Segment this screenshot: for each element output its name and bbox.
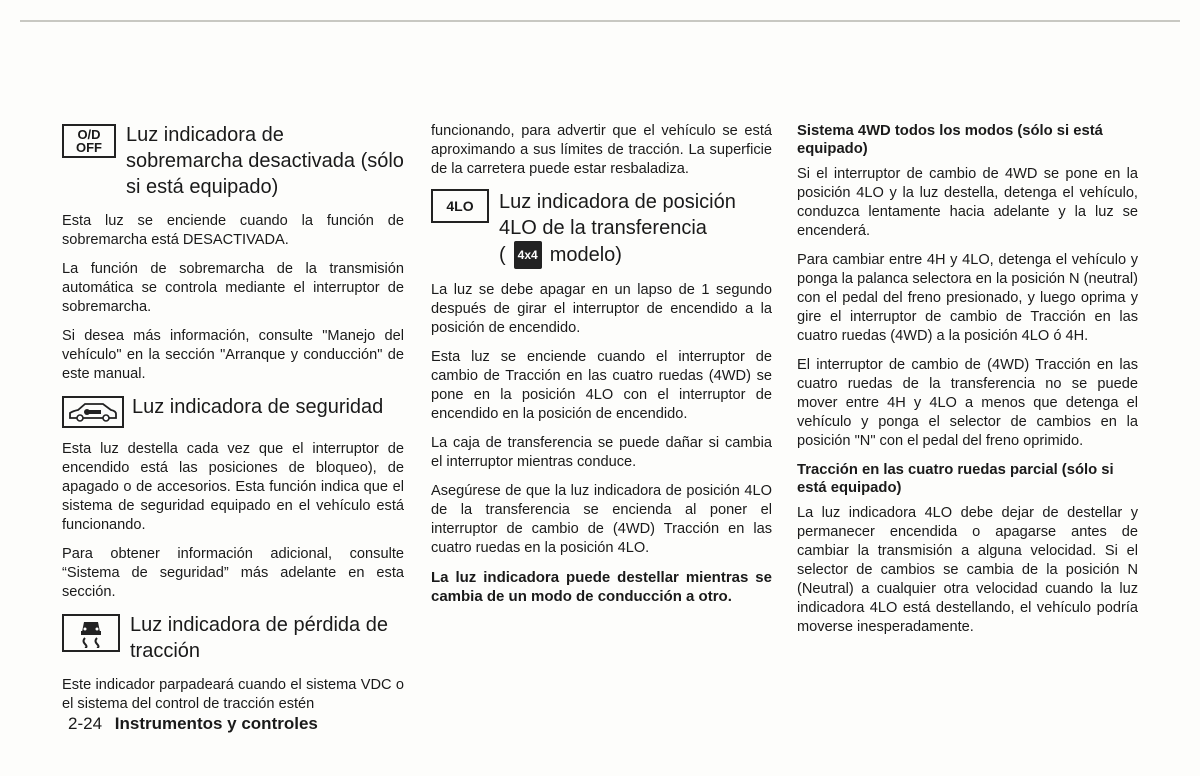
4lo-paragraph-4: Asegúrese de que la luz indicadora de posición 4LO de la transferencia se encienda al poner el interruptor de cambio de (4WD) Tracción en las cuatro ruedas en la posición 4LO. (431, 483, 772, 556)
security-paragraph-1: Esta luz destella cada vez que el interruptor de encendido está las posiciones de bloqueo), de apagado o de accesorios. Esta función indica que el sistema de seguridad equipado en el vehículo está funcionando. (62, 441, 404, 533)
4lo-icon: 4LO (431, 189, 489, 223)
all-modes-heading: Sistema 4WD todos los modos (sólo si está equipado) (797, 123, 1103, 157)
od-off-icon-line2: OFF (76, 140, 102, 155)
part-time-paragraph: La luz indicadora 4LO debe dejar de destellar y permanecer encendida o apagarse antes de cambiar la transmisión a alguna velocidad. Si el selector de cambios se cambia de la posición N (Neutral) a cualquier otra velocidad cuando la luz indicadora 4LO está destellando, el vehículo podría moverse inesperadamente. (797, 505, 1138, 635)
4lo-title-open: ( (499, 244, 506, 266)
traction-title: Luz indicadora de pérdida de tracción (130, 614, 388, 662)
traction-paragraph: Este indicador parpadeará cuando el sistema VDC o el sistema del control de tracción estén (62, 677, 404, 712)
column-1 (62, 122, 404, 724)
od-off-icon-line1: O/D (77, 127, 101, 142)
slip-car-icon (62, 614, 120, 652)
security-title: Luz indicadora de seguridad (132, 396, 384, 418)
4lo-title-main: Luz indicadora de posición 4LO de la transferencia (499, 191, 736, 239)
od-off-indicator-heading (62, 122, 404, 200)
4lo-warning: La luz indicadora puede destellar mientras se cambia de un modo de conducción a otro. (431, 569, 772, 605)
column-2 (431, 122, 772, 616)
column-3 (797, 122, 1138, 647)
od-off-title: Luz indicadora de sobremarcha desactivada (sólo si está equipado) (126, 124, 404, 198)
od-paragraph-1: Esta luz se enciende cuando la función de sobremarcha está DESACTIVADA. (62, 213, 404, 248)
od-off-icon (62, 124, 116, 158)
all-modes-paragraph-1: Si el interruptor de cambio de 4WD se pone en la posición 4LO y la luz destella, detenga el vehículo, conduzca lentamente hacia adelante y la luz se encenderá. (797, 166, 1138, 239)
top-rule (20, 20, 1180, 22)
all-modes-paragraph-2: Para cambiar entre 4H y 4LO, detenga el vehículo y ponga la palanca selectora en la posición N (neutral) con el pedal del freno presionado, y luego oprima y gire el interruptor de cambio de Tracción en las cuatro ruedas (4WD) a la posición 4LO ó 4H. (797, 252, 1138, 344)
4lo-indicator-heading (431, 189, 772, 269)
od-paragraph-2: La función de sobremarcha de la transmisión automática se controla mediante el interruptor de sobremarcha. (62, 261, 404, 315)
security-indicator-heading (62, 394, 404, 428)
4lo-title-end: modelo) (549, 244, 622, 266)
4lo-paragraph-1: La luz se debe apagar en un lapso de 1 segundo después de girar el interruptor de encendido a la posición de encendido. (431, 282, 772, 336)
all-modes-paragraph-3: El interruptor de cambio de (4WD) Tracción en las cuatro ruedas de la transferencia no se puede mover entre 4H y 4LO a menos que detenga el vehículo y ponga el selector de cambios en la posición "N" con el pedal del freno oprimido. (797, 357, 1138, 449)
security-car-key-icon (62, 396, 124, 428)
4lo-paragraph-2: Esta luz se enciende cuando el interruptor de cambio de Tracción en las cuatro ruedas (4WD) se pone en la posición 4LO con el interruptor de encendido en la posición de encendido. (431, 349, 772, 422)
4x4-badge-icon: 4x4 (514, 241, 542, 269)
security-paragraph-2: Para obtener información adicional, consulte “Sistema de seguridad” más adelante en esta sección. (62, 546, 404, 600)
part-time-heading: Tracción en las cuatro ruedas parcial (sólo si está equipado) (797, 462, 1114, 496)
section-name: Instrumentos y controles (114, 714, 318, 733)
4lo-paragraph-3: La caja de transferencia se puede dañar si cambia el interruptor mientras conduce. (431, 435, 772, 470)
traction-indicator-heading (62, 612, 404, 664)
4lo-title (499, 189, 772, 269)
traction-continuation: funcionando, para advertir que el vehículo se está aproximando a sus límites de tracción. La superficie de la carretera puede estar resbaladiza. (431, 123, 772, 177)
page-footer (68, 714, 318, 734)
od-paragraph-3: Si desea más información, consulte "Manejo del vehículo" en la sección "Arranque y conducción" de este manual. (62, 328, 404, 382)
page-number: 2-24 (68, 714, 103, 733)
